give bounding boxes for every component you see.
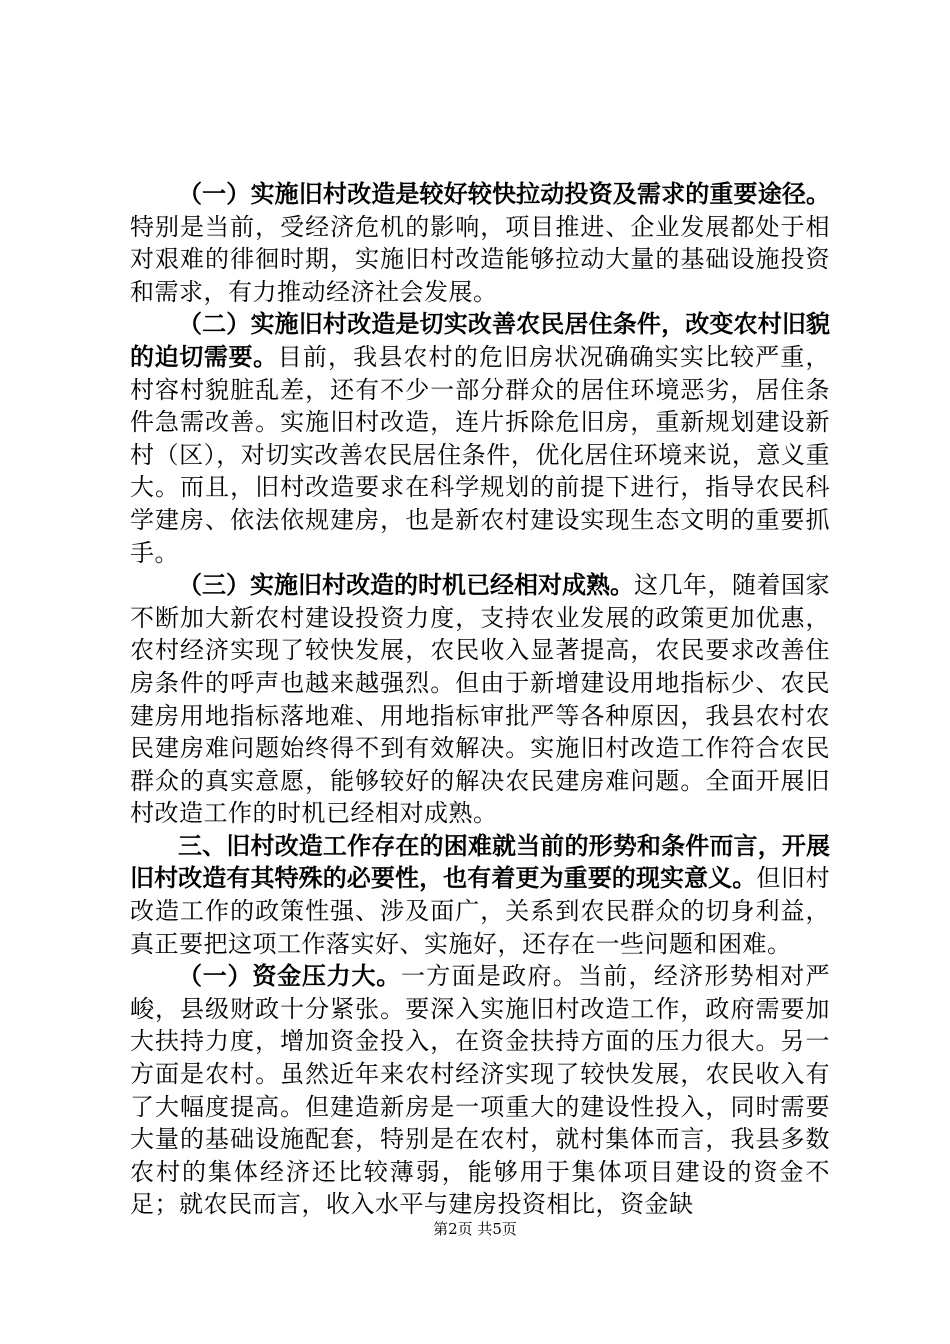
paragraph-text: 但旧村改造工作的政策性强、涉及面广，关系到农民群众的切身利益，真正要把这项工作落实好、实施好，还存在一些问题和困难。 bbox=[130, 864, 831, 958]
paragraph-2 bbox=[130, 308, 830, 569]
paragraph-text: 这几年，随着国家不断加大新农村建设投资力度，支持农业发展的政策更加优惠，农村经济实现了较快发展，农民收入显著提高，农民要求改善住房条件的呼声也越来越强烈。但由于新增建设用地指标少、农民建房用地指标落地难、用地指标审批严等各种原因，我县农村农民建房难问题始终得不到有效解决。实施旧村改造工作符合农民群众的真实意愿，能够较好的解决农民建房难问题。全面开展旧村改造工作的时机已经相对成熟。 bbox=[130, 571, 830, 828]
paragraph-1 bbox=[130, 178, 830, 308]
paragraph-5 bbox=[130, 960, 830, 1221]
paragraph-heading: （一）资金压力大。 bbox=[178, 962, 402, 991]
paragraph-heading: （二）实施旧村改造是切实改善农民居住条件，改变农村旧貌的迫切需要。 bbox=[130, 310, 830, 371]
paragraph-heading: （三）实施旧村改造的时机已经相对成熟。 bbox=[178, 571, 634, 600]
page-number-footer: 第2页 共5页 bbox=[433, 1220, 517, 1238]
paragraph-heading: （一）实施旧村改造是较好较快拉动投资及需求的重要途径。 bbox=[178, 180, 830, 208]
paragraph-text: 目前，我县农村的危旧房状况确确实实比较严重，村容村貌脏乱差，还有不少一部分群众的居住环境恶劣，居住条件急需改善。实施旧村改造，连片拆除危旧房，重新规划建设新村（区），对切实改善农民居住条件，优化居住环境来说，意义重大。而且，旧村改造要求在科学规划的前提下进行，指导农民科学建房、依法依规建房，也是新农村建设实现生态文明的重要抓手。 bbox=[130, 342, 831, 567]
document-body bbox=[130, 178, 830, 1221]
paragraph-text: 一方面是政府。当前，经济形势相对严峻，县级财政十分紧张。要深入实施旧村改造工作，政府需要加大扶持力度，增加资金投入，在资金扶持方面的压力很大。另一方面是农村。虽然近年来农村经济实现了较快发展，农民收入有了大幅度提高。但建造新房是一项重大的建设性投入，同时需要大量的基础设施配套，特别是在农村，就村集体而言，我县多数农村的集体经济还比较薄弱，能够用于集体项目建设的资金不足；就农民而言，收入水平与建房投资相比，资金缺 bbox=[130, 962, 831, 1219]
paragraph-3 bbox=[130, 569, 830, 830]
section-heading: 三、旧村改造工作存在的困难就当前的形势和条件而言，开展旧村改造有其特殊的必要性，也有着更为重要的现实意义。 bbox=[130, 831, 830, 893]
paragraph-4 bbox=[130, 830, 830, 960]
paragraph-text: 特别是当前，受经济危机的影响，项目推进、企业发展都处于相对艰难的徘徊时期，实施旧村改造能够拉动大量的基础设施投资和需求，有力推动经济社会发展。 bbox=[130, 212, 830, 306]
